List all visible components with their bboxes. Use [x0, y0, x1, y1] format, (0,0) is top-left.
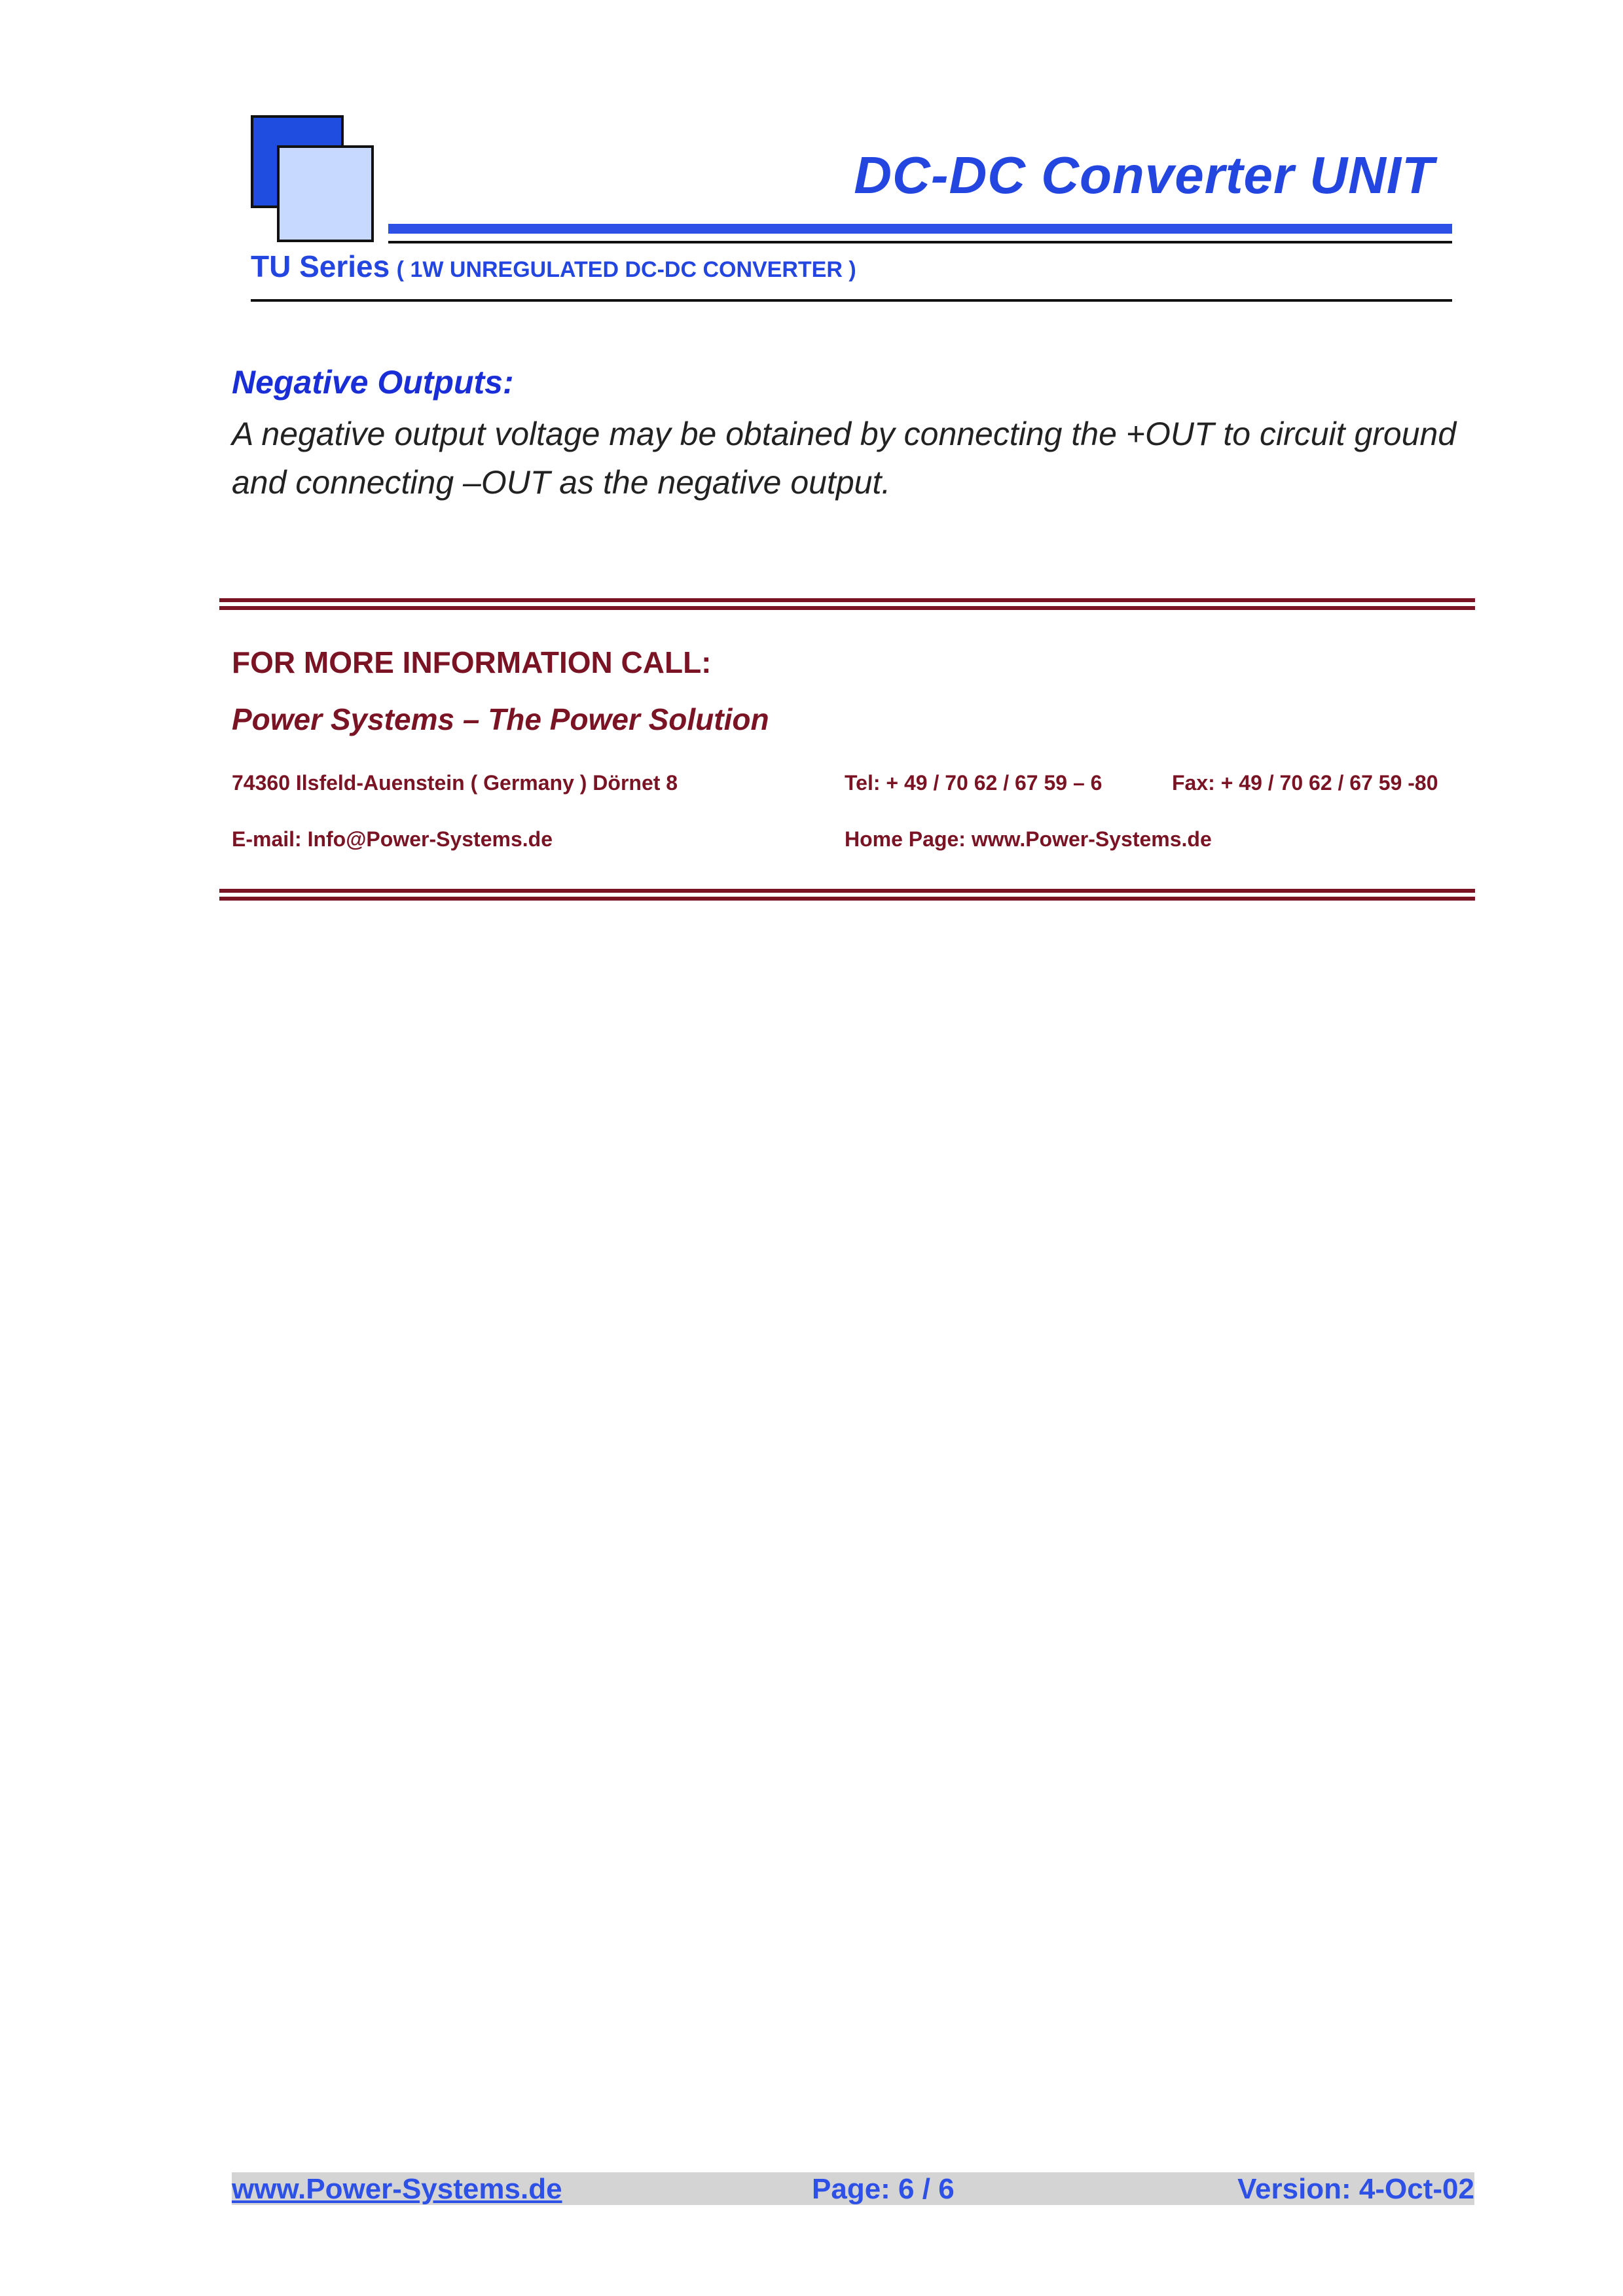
series-name: TU Series: [251, 249, 390, 283]
info-bottom-rule: [219, 889, 1475, 901]
series-line: [251, 249, 856, 284]
title-underline-thin: [388, 241, 1452, 243]
info-heading: FOR MORE INFORMATION CALL:: [232, 645, 712, 679]
series-subtitle: ( 1W UNREGULATED DC-DC CONVERTER ): [396, 257, 856, 282]
telephone: Tel: + 49 / 70 62 / 67 59 – 6: [845, 771, 1103, 795]
section-heading: Negative Outputs:: [232, 364, 514, 401]
homepage-link[interactable]: Home Page: www.Power-Systems.de: [845, 827, 1212, 851]
title-underline-bar: [388, 224, 1452, 234]
address: 74360 Ilsfeld-Auenstein ( Germany ) Dörnet 8: [232, 771, 678, 795]
footer-page-number: Page: 6 / 6: [812, 2173, 955, 2205]
footer-version: Version: 4-Oct-02: [1237, 2173, 1474, 2205]
footer-url-link[interactable]: www.Power-Systems.de: [232, 2173, 562, 2205]
header-rule: [251, 299, 1452, 302]
company-name: Power Systems – The Power Solution: [232, 702, 769, 736]
logo-front-square: [277, 145, 374, 242]
section-body: A negative output voltage may be obtained by connecting the +OUT to circuit ground and connecting –OUT as the negative output.: [232, 416, 1457, 501]
document-title: DC-DC Converter UNIT: [854, 146, 1434, 204]
info-top-rule: [219, 598, 1475, 610]
email-link[interactable]: E-mail: Info@Power-Systems.de: [232, 827, 553, 851]
fax: Fax: + 49 / 70 62 / 67 59 -80: [1172, 771, 1438, 795]
